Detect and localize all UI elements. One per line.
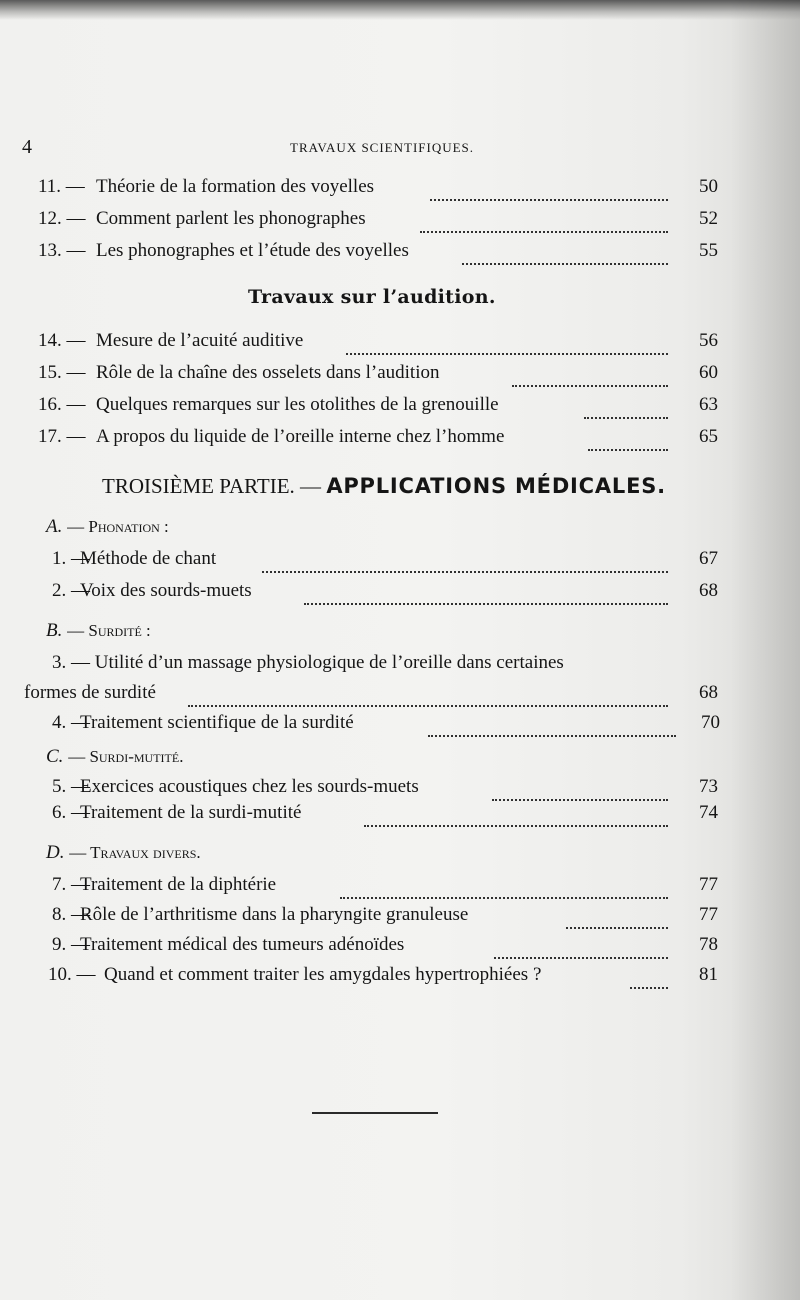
dot-leader — [364, 807, 668, 827]
toc-entry — [0, 426, 730, 456]
entry-page: 78 — [699, 934, 718, 955]
entry-page: 60 — [699, 362, 718, 383]
subsection-title: — Surdi-mutité. — [68, 747, 184, 766]
entry-page: 52 — [699, 208, 718, 229]
toc-entry — [0, 964, 730, 994]
entry-title: Exercices acoustiques chez les sourds-muets — [80, 776, 419, 797]
toc-entry — [0, 240, 730, 270]
entry-page: 77 — [699, 874, 718, 895]
subsection-heading-surdite — [46, 620, 151, 642]
entry-title: Méthode de chant — [80, 548, 217, 569]
subsection-heading-travaux-divers — [46, 842, 201, 864]
dot-leader — [584, 399, 668, 419]
toc-entry — [0, 548, 730, 578]
dot-leader — [588, 431, 668, 451]
toc-entry — [0, 904, 730, 934]
entry-number: 13. — — [38, 240, 86, 261]
dot-leader — [262, 553, 668, 573]
entry-page: 77 — [699, 904, 718, 925]
dot-leader — [188, 687, 668, 707]
dot-leader — [494, 939, 668, 959]
dot-leader — [566, 909, 668, 929]
entry-number: 1. — — [52, 548, 90, 569]
entry-3-line-2: formes de surdité — [24, 682, 156, 703]
section-heading-audition: Travaux sur l’audition. — [248, 286, 496, 308]
entry-title: Comment parlent les phonographes — [96, 208, 366, 229]
page-number: 4 — [22, 136, 32, 158]
entry-page: 56 — [699, 330, 718, 351]
entry-title: Traitement médical des tumeurs adénoïdes — [80, 934, 405, 955]
dot-leader — [428, 717, 676, 737]
entry-page: 50 — [699, 176, 718, 197]
dot-leader — [462, 245, 668, 265]
toc-entry — [0, 874, 730, 904]
subsection-heading-surdi-mutite — [46, 746, 183, 768]
dot-leader — [492, 781, 668, 801]
subsection-letter: C. — [46, 746, 64, 767]
toc-entry — [0, 362, 730, 392]
entry-title: Traitement de la surdi-mutité — [80, 802, 302, 823]
entry-title: Rôle de la chaîne des osselets dans l’audition — [96, 362, 440, 383]
entry-title: A propos du liquide de l’oreille interne chez l’homme — [96, 426, 505, 447]
entry-title: Traitement de la diphtérie — [80, 874, 277, 895]
toc-entry — [0, 394, 730, 424]
entry-number: 10. — — [48, 964, 96, 985]
entry-title: Les phonographes et l’étude des voyelles — [96, 240, 409, 261]
entry-title: Théorie de la formation des voyelles — [96, 176, 375, 197]
entry-page: 55 — [699, 240, 718, 261]
entry-3-line-1: 3. — Utilité d’un massage physiologique de l’oreille dans certaines — [52, 652, 564, 673]
entry-page: 74 — [699, 802, 718, 823]
toc-entry — [0, 802, 730, 832]
entry-number: 9. — — [52, 934, 90, 955]
part-label: TROISIÈME PARTIE. — — [102, 474, 322, 498]
dot-leader — [304, 585, 668, 605]
entry-page: 67 — [699, 548, 718, 569]
entry-page: 70 — [701, 712, 720, 733]
entry-page: 73 — [699, 776, 718, 797]
entry-number: 8. — — [52, 904, 90, 925]
entry-number: 2. — — [52, 580, 90, 601]
toc-entry — [0, 580, 730, 610]
entry-number: 6. — — [52, 802, 90, 823]
dot-leader — [512, 367, 668, 387]
dot-leader — [420, 213, 668, 233]
subsection-title: — Travaux divers. — [69, 843, 201, 862]
entry-number: 14. — — [38, 330, 86, 351]
entry-number: 17. — — [38, 426, 86, 447]
dot-leader — [346, 335, 668, 355]
part-heading — [102, 474, 666, 499]
entry-page: 65 — [699, 426, 718, 447]
toc-entry — [0, 176, 730, 206]
subsection-heading-phonation — [46, 516, 169, 538]
dot-leader — [630, 969, 668, 989]
entry-page: 81 — [699, 964, 718, 985]
entry-number: 5. — — [52, 776, 90, 797]
dot-leader — [340, 879, 668, 899]
entry-title: Quelques remarques sur les otolithes de la grenouille — [96, 394, 499, 415]
toc-entry — [0, 330, 730, 360]
subsection-title: — Phonation : — [67, 517, 169, 536]
dot-leader — [430, 181, 668, 201]
toc-entry — [0, 208, 730, 238]
entry-page: 68 — [699, 580, 718, 601]
subsection-title: — Surdité : — [67, 621, 151, 640]
entry-number: 15. — — [38, 362, 86, 383]
entry-number: 16. — — [38, 394, 86, 415]
entry-number: 11. — — [38, 176, 85, 197]
entry-title: Traitement scientifique de la surdité — [80, 712, 354, 733]
entry-page: 63 — [699, 394, 718, 415]
subsection-letter: A. — [46, 516, 63, 537]
entry-title: Quand et comment traiter les amygdales hypertrophiées ? — [104, 964, 542, 985]
entry-title: Voix des sourds-muets — [80, 580, 252, 601]
subsection-letter: B. — [46, 620, 63, 641]
part-title: APPLICATIONS MÉDICALES. — [326, 474, 666, 498]
entry-number: 7. — — [52, 874, 90, 895]
running-title: TRAVAUX SCIENTIFIQUES. — [290, 140, 475, 155]
subsection-letter: D. — [46, 842, 65, 863]
toc-entry — [0, 712, 730, 742]
toc-entry — [0, 934, 730, 964]
entry-title: Mesure de l’acuité auditive — [96, 330, 304, 351]
toc-entry — [0, 682, 730, 712]
closing-rule — [312, 1112, 438, 1114]
entry-title: Rôle de l’arthritisme dans la pharyngite granuleuse — [80, 904, 469, 925]
entry-page: 68 — [699, 682, 718, 703]
entry-number: 4. — — [52, 712, 90, 733]
entry-number: 12. — — [38, 208, 86, 229]
page-header — [22, 136, 722, 160]
